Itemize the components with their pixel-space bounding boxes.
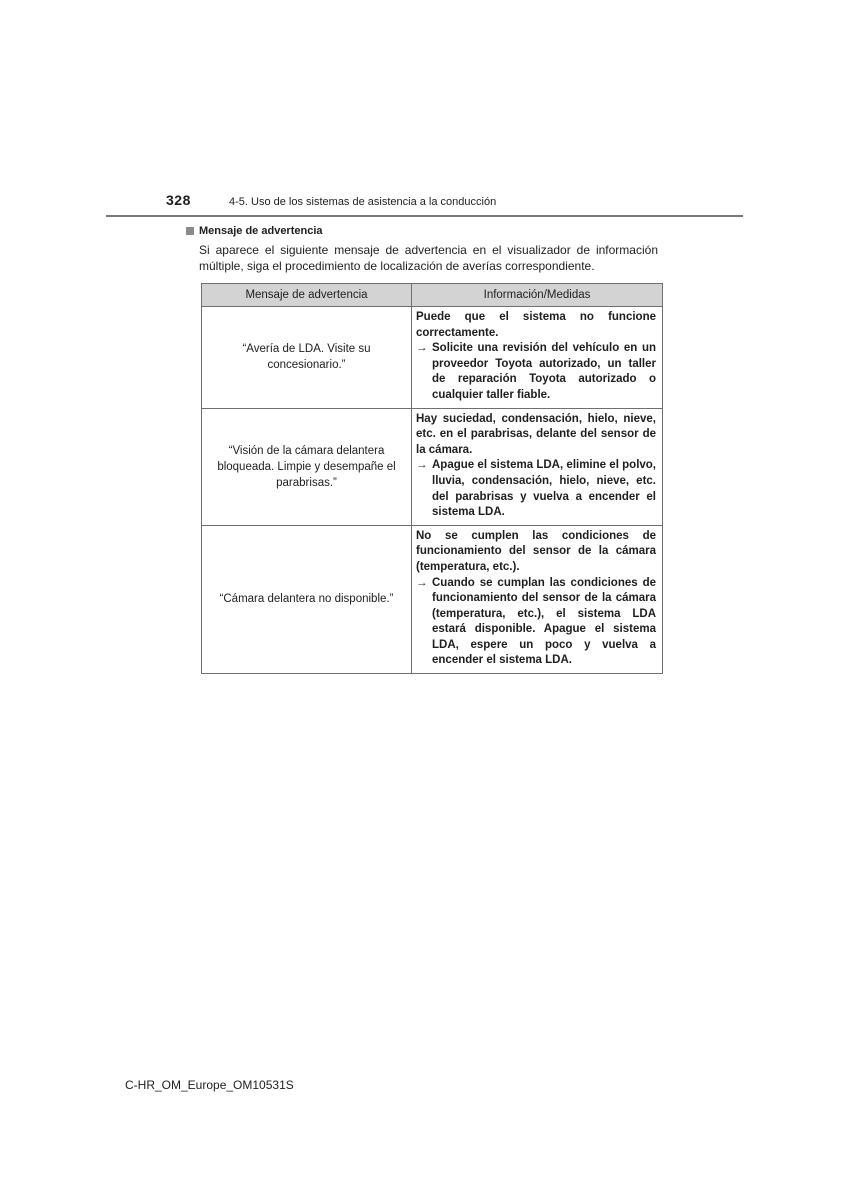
arrow-right-icon: →	[416, 459, 428, 472]
column-header-message: Mensaje de advertencia	[202, 284, 412, 307]
intro-paragraph: Si aparece el siguiente mensaje de advertencia en el visualizador de información múltiple, siga el procedimiento de localización de averías correspondiente.	[199, 243, 658, 273]
subsection-heading-text: Mensaje de advertencia	[199, 225, 323, 237]
table-row	[202, 525, 663, 673]
info-cell	[412, 307, 663, 409]
warning-message-cell: “Cámara delantera no disponible.”	[202, 525, 412, 673]
column-header-info: Información/Medidas	[412, 284, 663, 307]
square-bullet-icon	[186, 227, 194, 235]
action-text: Solicite una revisión del vehículo en un proveedor Toyota autorizado, un taller de reparación Toyota autorizado o cualquier taller fiable.	[432, 342, 656, 401]
table-row	[202, 307, 663, 409]
arrow-right-icon: →	[416, 576, 428, 589]
info-cell	[412, 525, 663, 673]
document-code: C-HR_OM_Europe_OM10531S	[125, 1078, 294, 1092]
header-divider	[106, 215, 743, 217]
subsection-heading	[186, 225, 323, 237]
warning-messages-table	[201, 283, 663, 674]
section-title: 4-5. Uso de los sistemas de asistencia a la conducción	[229, 196, 497, 208]
info-cell	[412, 408, 663, 525]
page-number: 328	[166, 192, 191, 208]
action-item	[416, 341, 656, 403]
cause-text: No se cumplen las condiciones de funcionamiento del sensor de la cámara (temperatura, etc.).	[416, 529, 656, 573]
action-text: Cuando se cumplan las condiciones de funcionamiento del sensor de la cámara (temperatura, etc.), el sistema LDA estará disponible. Apague el sistema LDA, espere un poco y vuelva a encender el sistema LDA.	[432, 576, 656, 667]
action-text: Apague el sistema LDA, elimine el polvo, lluvia, condensación, hielo, nieve, etc. del parabrisas y vuelva a encender el sistema LDA.	[432, 459, 656, 519]
cause-text: Puede que el sistema no funcione correctamente.	[416, 311, 656, 339]
action-item	[416, 576, 656, 670]
cause-text: Hay suciedad, condensación, hielo, nieve, etc. en el parabrisas, delante del sensor de la cámara.	[416, 412, 656, 456]
warning-message-cell: “Avería de LDA. Visite su concesionario.”	[202, 307, 412, 409]
table-row	[202, 408, 663, 525]
warning-message-cell: “Visión de la cámara delantera bloqueada. Limpie y desempañe el parabrisas.”	[202, 408, 412, 525]
table-header-row	[202, 284, 663, 307]
arrow-right-icon: →	[416, 342, 428, 355]
action-item	[416, 458, 656, 520]
